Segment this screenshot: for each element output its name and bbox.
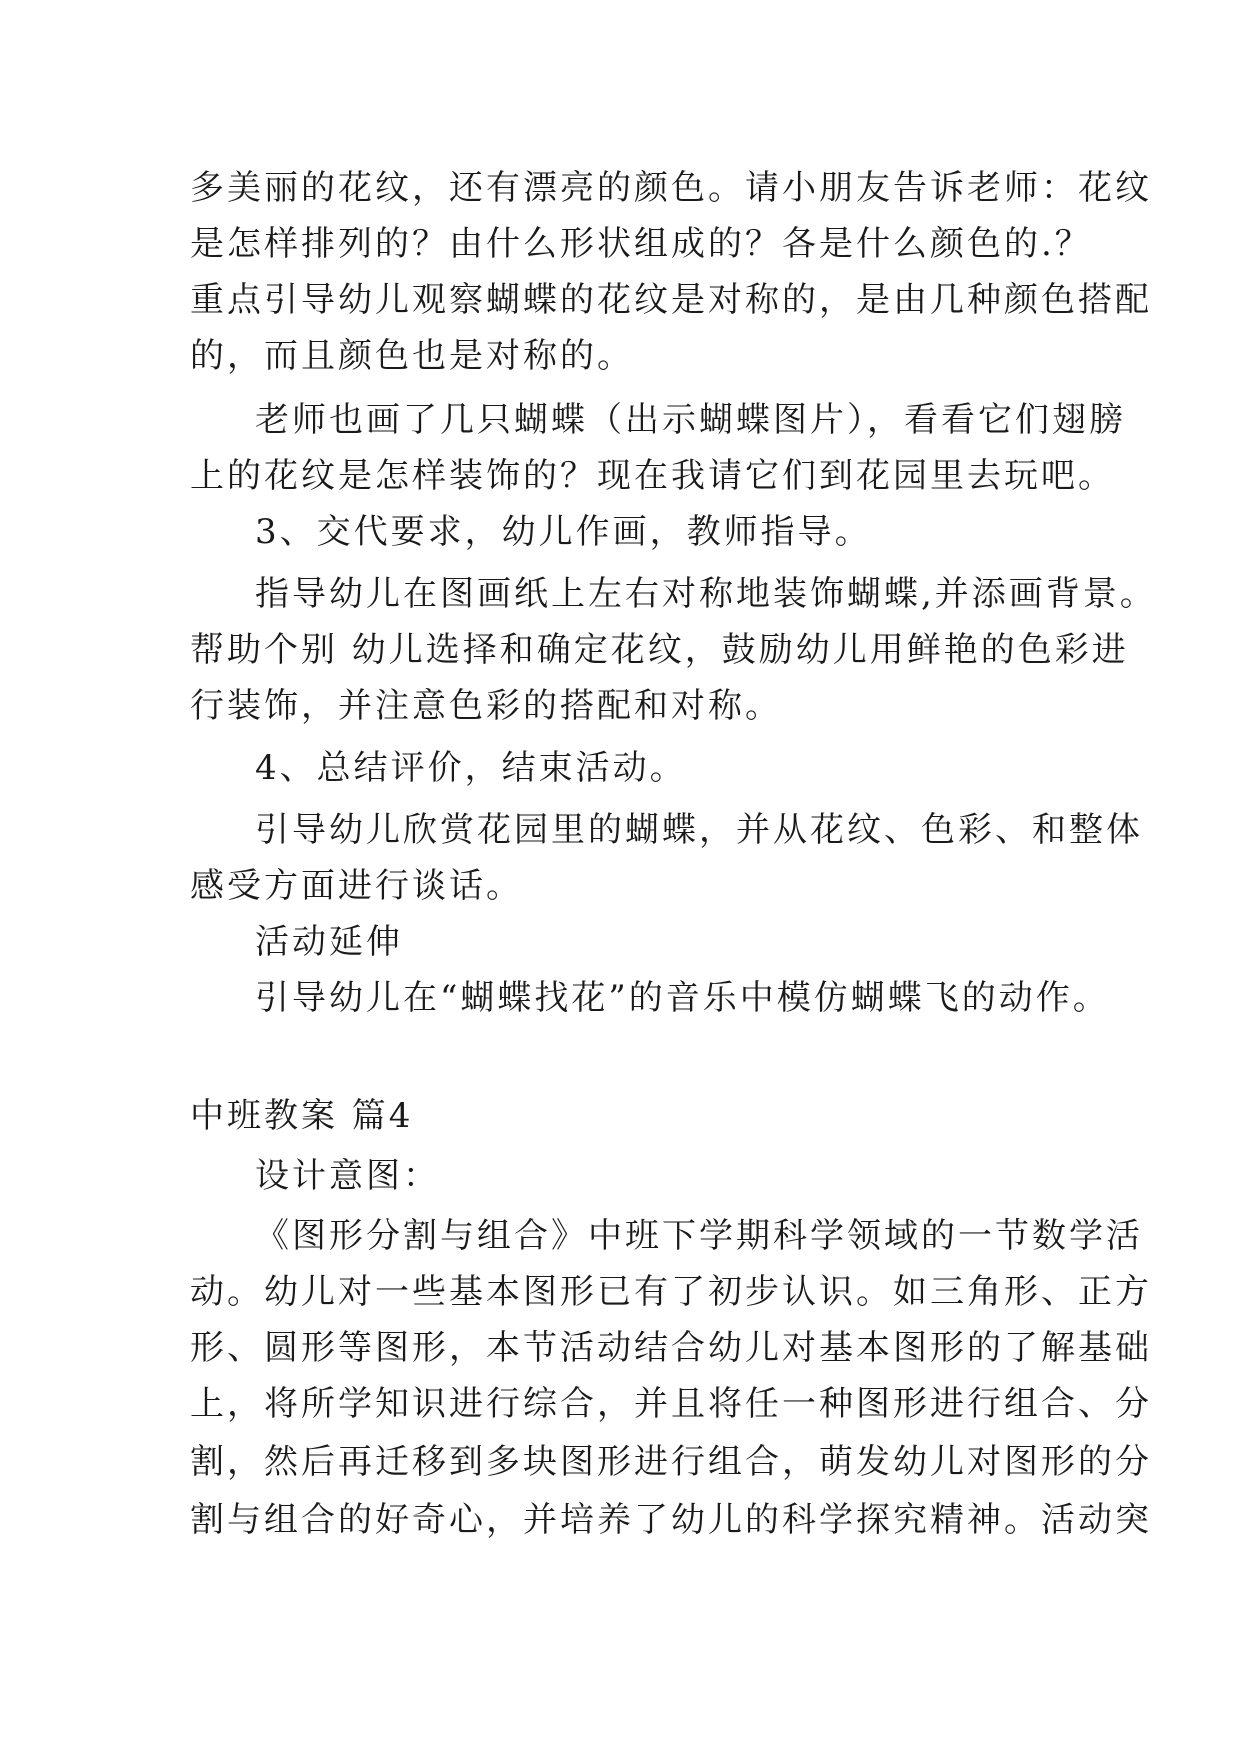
text-line: 割与组合的好奇心，并培养了幼儿的科学探究精神。活动突 <box>190 1500 1152 1540</box>
text-line: 形、圆形等图形，本节活动结合幼儿对基本图形的了解基础 <box>190 1328 1152 1368</box>
text-line: 老师也画了几只蝴蝶（出示蝴蝶图片），看看它们翅膀 <box>255 400 1126 440</box>
text-line: 感受方面进行谈话。 <box>190 866 523 906</box>
text-line: 3、交代要求，幼儿作画，教师指导。 <box>255 512 872 552</box>
section-heading: 中班教案 篇4 <box>190 1096 414 1136</box>
text-line: 帮助个别 幼儿选择和确定花纹，鼓励幼儿用鲜艳的色彩进 <box>190 630 1129 670</box>
text-line: 重点引导幼儿观察蝴蝶的花纹是对称的，是由几种颜色搭配 <box>190 280 1152 320</box>
text-line: 割，然后再迁移到多块图形进行组合，萌发幼儿对图形的分 <box>190 1442 1152 1482</box>
text-line: 设计意图： <box>255 1156 440 1196</box>
text-line: 是怎样排列的？由什么形状组成的？各是什么颜色的.？ <box>190 224 1092 264</box>
text-line: 多美丽的花纹，还有漂亮的颜色。请小朋友告诉老师：花纹 <box>190 168 1152 208</box>
text-line: 《图形分割与组合》中班下学期科学领域的一节数学活 <box>255 1216 1143 1256</box>
text-line: 行装饰，并注意色彩的搭配和对称。 <box>190 686 782 726</box>
text-line: 动。幼儿对一些基本图形已有了初步认识。如三角形、正方 <box>190 1272 1152 1312</box>
text-line: 引导幼儿在“蝴蝶找花”的音乐中模仿蝴蝶飞的动作。 <box>255 978 1110 1018</box>
text-line: 上的花纹是怎样装饰的？现在我请它们到花园里去玩吧。 <box>190 456 1115 496</box>
text-line: 上，将所学知识进行综合，并且将任一种图形进行组合、分 <box>190 1384 1152 1424</box>
text-line: 指导幼儿在图画纸上左右对称地装饰蝴蝶,并添画背景。 <box>255 574 1157 614</box>
text-line: 4、总结评价，结束活动。 <box>255 748 687 788</box>
text-line: 活动延伸 <box>255 922 403 962</box>
text-line: 的，而且颜色也是对称的。 <box>190 336 634 376</box>
text-line: 引导幼儿欣赏花园里的蝴蝶，并从花纹、色彩、和整体 <box>255 810 1143 850</box>
